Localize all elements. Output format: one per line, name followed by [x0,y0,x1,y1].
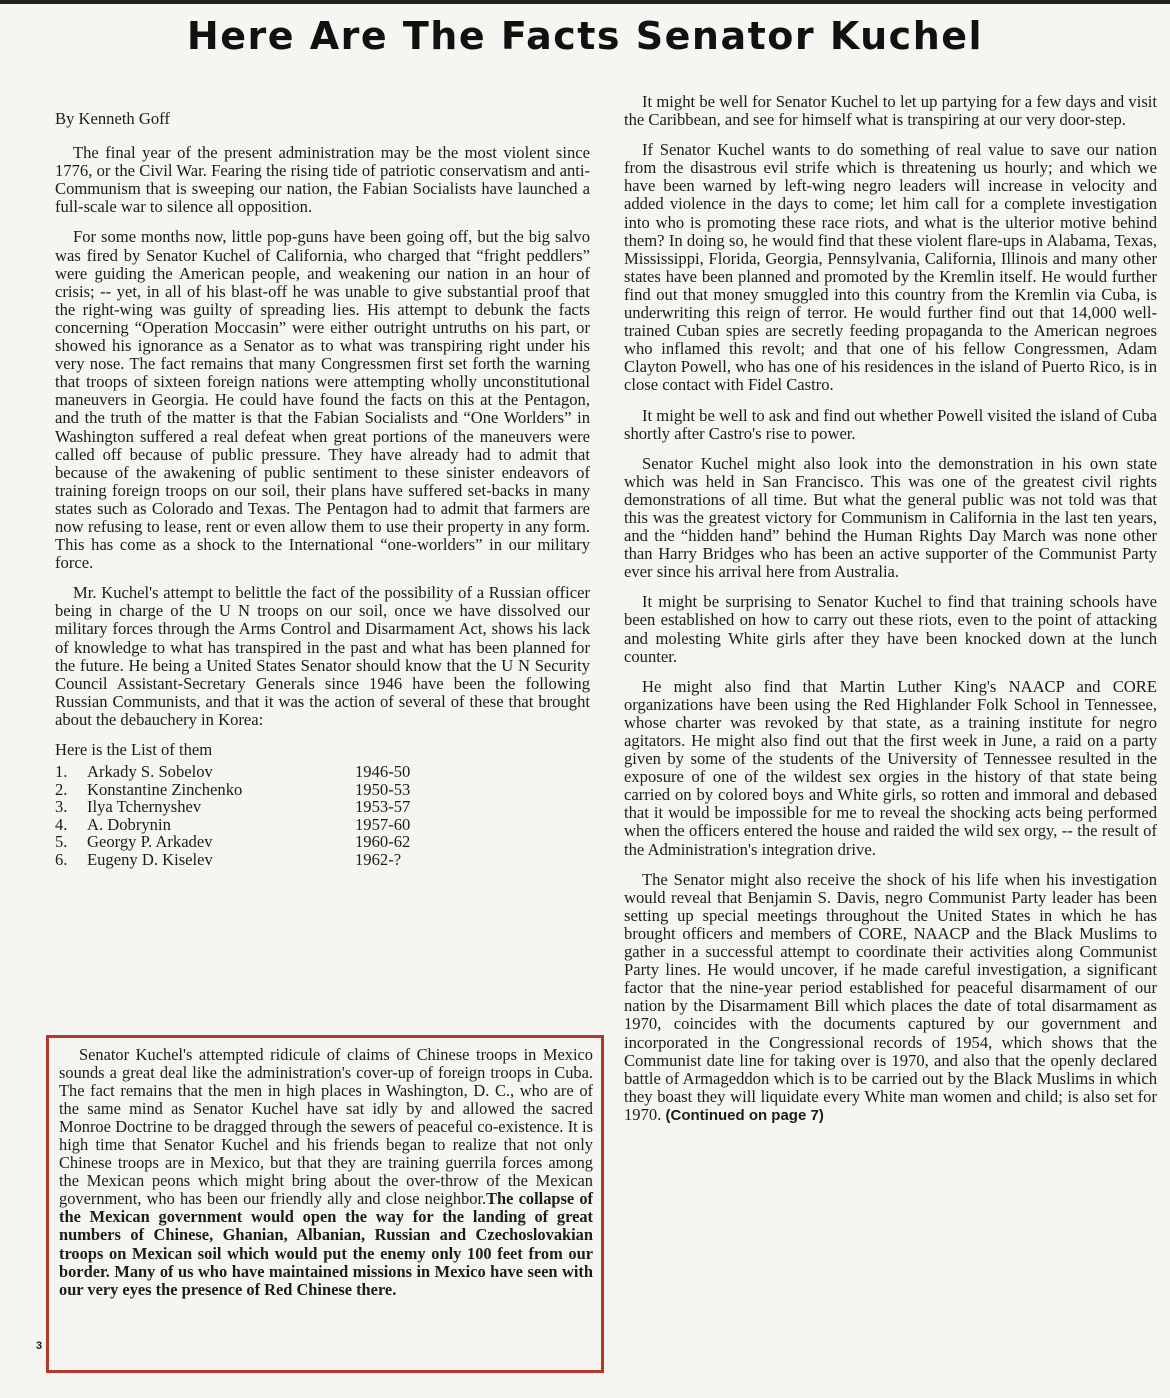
list-item-years: 1960-62 [355,832,411,852]
list-item-number: 3. [55,797,68,817]
right-paragraph-2: If Senator Kuchel wants to do something of real value to save our nation from the disastrous evil strife which is threatening us hourly; and which we have been warned by left-wing negro leaders will increase in velocity and added violence in the days to come; let him call for a complete investigation into who is promoting these race riots, and what is the ulterior motive behind them? In doing so, he would find that these violent flare-ups in Alabama, Texas, Mississippi, Florida, Georgia, Pennsylvania, California, Illinois and many other states have been planned and promoted by the Kremlin itself. He would further find out that money smuggled into this country from the Kremlin via Cuba, is underwriting this reign of terror. He would further find out that 14,000 well-trained Cuban spies are secretly feeding propaganda to the American negroes who inflamed this revolt; and that one of his fellow Congressmen, Adam Clayton Powell, who has one of his residences in the island of Puerto Rico, is in close contact with Fidel Castro. [624,140,1157,395]
right-column [624,93,1157,1137]
list-item-number: 2. [55,779,68,799]
list-item-years: 1957-60 [355,814,411,834]
boxed-text-regular: Senator Kuchel's attempted ridicule of claims of Chinese troops in Mexico sounds a great deal like the administration's cover-up of foreign troops in Cuba. The fact remains that the men in high places in Washington, D. C., who are of the same mind as Senator Kuchel have sat idly by and allowed the sacred Monroe Doctrine to be dragged through the sewers of peaceful co-existence. It is high time that Senator Kuchel and his friends began to realize that not only Chinese troops are in Mexico, but that they are training guerrila forces among the Mexican peons which might bring about the over-throw of the Mexican government, who has been our friendly ally and close neighbor. [59,1045,593,1209]
list-item-name: Eugeny D. Kiselev [87,850,213,870]
left-column [55,110,590,877]
list-item-years: 1946-50 [355,762,411,782]
headline: Here Are The Facts Senator Kuchel [186,14,984,58]
list-item [55,798,590,816]
boxed-text-bold: The collapse of the Mexican government would open the way for the landing of great numbers of Chinese, Ghanian, Albanian, Russian and Czechoslovakian troops on Mexican soil which would put the enemy only 100 feet from our border. Many of us who have maintained missions in Mexico have seen with our very eyes the presence of Red Chinese there. [59,1189,593,1299]
right-paragraph-7-text: The Senator might also receive the shock of his life when his investigation would reveal that Benjamin S. Davis, negro Communist Party leader has been setting up special meetings throughout the United States in which he has brought officers and members of CORE, NAACP and the Black Muslims to gather in a successful attempt to coordinate their activities along Communist Party lines. He would uncover, if he made careful investigation, a significant factor that the nine-year period established for peaceful disarmament of our nation by the Disarmament Bill which places the date of total disarmament as 1970, coincides with the documents captured by our government and incorporated in the Congressional records of 1954, which shows that the Communist date line for taking over is 1970, and also that the openly declared battle of Armageddon which is to be carried out by the Black Muslims in which they boast they will liquidate every White man women and child; is also set for 1970. [624,869,1157,1124]
list-item-years: 1962-? [355,850,402,870]
left-paragraph-2: For some months now, little pop-guns have been going off, but the big salvo was fired by Senator Kuchel of California, who charged that “fright peddlers” were guiding the American people, and weakening our nation in an hour of crisis; -- yet, in all of his blast-off he was unable to give substantial proof that the right-wing was guilty of spreading lies. His attempt to debunk the facts concerning “Operation Moccasin” were either outright untruths on his part, or showed his ignorance as a Senator as to what was transpiring right under his very nose. The fact remains that many Congressmen first set forth the warning that troops of sixteen foreign nations were attempting wholly unconstitutional maneuvers in Georgia. He could have found the facts on this at the Pentagon, and the truth of the matter is that the Fabian Socialists and “One Worlders” in Washington suffered a real defeat when great portions of the maneuvers were called off because of public pressure. They have already had to admit that because of the awakening of public sentiment to these sinister endeavors of training foreign troops on our soil, their plans have suffered set-backs in many states such as Colorado and Texas. The Pentagon had to admit that farmers are now refusing to lease, rent or even allow them to use their property in any form. This has come as a shock to the International “one-worlders” in our military force. [55,227,590,573]
list-item-number: 4. [55,814,68,834]
list-item-name: Arkady S. Sobelov [87,762,213,782]
left-paragraph-1: The final year of the present administration may be the most violent since 1776, or the Civil War. Fearing the rising tide of patriotic conservatism and anti-Communism that is sweeping our nation, the Fabian Socialists have launched a full-scale war to silence all opposition. [55,143,590,217]
byline: By Kenneth Goff [55,109,170,128]
page-number: 3 [36,1340,43,1352]
right-paragraph-1: It might be well for Senator Kuchel to let up partying for a few days and visit the Caribbean, and see for himself what is transpiring at our very door-step. [624,92,1157,130]
list-item [55,833,590,851]
continued-link[interactable]: (Continued on page 7) [665,1106,824,1124]
list-item-number: 6. [55,850,68,870]
boxed-paragraph [59,1046,593,1299]
right-paragraph-4: Senator Kuchel might also look into the demonstration in his own state which was held in San Francisco. This was one of the greatest civil rights demonstrations of all time. But what the general public was not told was that this was the greatest victory for Communism in California in the last ten years, and the “hidden hand” behind the Human Rights Day March was none other than Harry Bridges who has been an active supporter of the Communist Party ever since his arrival here from Australia. [624,453,1157,582]
list-item-name: Ilya Tchernyshev [87,797,202,817]
right-paragraph-3: It might be well to ask and find out whether Powell visited the island of Cuba shortly after Castro's rise to power. [624,405,1157,443]
list-item-number: 1. [55,762,68,782]
top-rule [0,0,1170,4]
list-item [55,851,590,869]
list-heading: Here is the List of them [55,740,213,759]
boxed-insert [46,1035,604,1373]
list-item [55,816,590,834]
left-paragraph-3: Mr. Kuchel's attempt to belittle the fact of the possibility of a Russian officer being in charge of the U N troops on our soil, once we have dissolved our military forces through the Arms Control and Disarmament Act, shows his lack of knowledge to what has transpired in the past and what has been planned for the future. He being a United States Senator should know that the U N Security Council Assistant-Secretary Generals since 1946 have been the following Russian Communists, and that it was the action of several of these that brought about the debauchery in Korea: [55,583,590,729]
right-paragraph-6: He might also find that Martin Luther King's NAACP and CORE organizations have been using the Red Highlander Folk School in Tennessee, whose charter was revoked by that state, as a training institute for negro agitators. He might also find out that the first week in June, a raid on a party given by some of the students of the University of Tennessee resulted in the exposure of one of the wildest sex orgies in the history of that state being carried on by colored boys and White girls, so rotten and immoral and debased that it would be impossible for me to reveal the shocking acts being performed when the officers entered the house and raided the wild sex orgy, -- the result of the Administration's integration drive. [624,676,1157,859]
list-item-years: 1953-57 [355,797,411,817]
list-item-years: 1950-53 [355,779,411,799]
list-item-name: A. Dobrynin [87,814,171,834]
officer-list [55,763,590,869]
list-item-name: Georgy P. Arkadev [87,832,213,852]
list-item [55,781,590,799]
list-item [55,763,590,781]
right-paragraph-5: It might be surprising to Senator Kuchel to find that training schools have been established on how to carry out these riots, even to the point of attacking and molesting White girls after they have been knocked down at the lunch counter. [624,592,1157,666]
right-paragraph-7 [624,871,1157,1125]
list-item-name: Konstantine Zinchenko [87,779,243,799]
list-item-number: 5. [55,832,68,852]
